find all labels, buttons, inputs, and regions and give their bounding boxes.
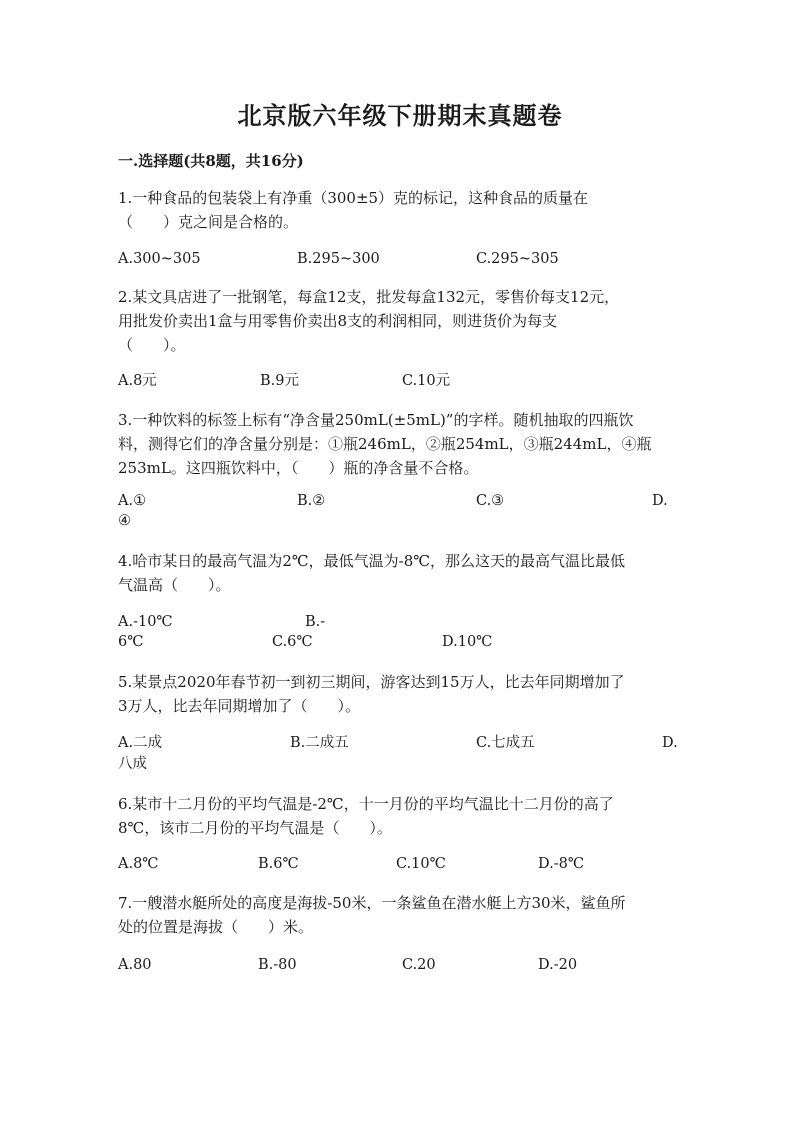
option-c: C.③: [476, 493, 505, 509]
option-b: B.二成五: [290, 735, 349, 751]
option-a: A.-10℃: [118, 614, 173, 630]
option-c: C.295~305: [476, 251, 559, 267]
question-1: [118, 186, 686, 234]
option-d-text: ④: [118, 513, 131, 529]
page-title: 北京版六年级下册期末真题卷: [237, 101, 563, 130]
question-line: 6.某市十二月份的平均气温是-2℃，十一月份的平均气温比十二月份的高了: [118, 795, 614, 813]
option-b: B.6℃: [258, 856, 299, 872]
question-line: （ ）。: [118, 336, 186, 354]
option-b: B.9元: [260, 373, 299, 389]
option-a: A.300~305: [118, 251, 201, 267]
option-a: A.二成: [118, 735, 163, 751]
question-7: [118, 891, 686, 939]
question-line: 气温高（ ）。: [118, 576, 231, 594]
option-c: C.10元: [402, 373, 451, 389]
option-d: D.10℃: [442, 634, 493, 650]
option-c: C.20: [402, 957, 436, 973]
question-line: 3万人，比去年同期增加了（ ）。: [118, 697, 361, 715]
question-line: （ ）克之间是合格的。: [118, 213, 299, 231]
question-5: [118, 670, 686, 718]
section-heading: 一.选择题(共8题，共16分): [118, 152, 304, 170]
question-line: 用批发价卖出1盒与用零售价卖出8支的利润相同，则进货价为每支: [118, 312, 558, 330]
question-line: 7.一艘潜水艇所处的高度是海拔-50米，一条鲨鱼在潜水艇上方30米，鲨鱼所: [118, 894, 626, 912]
option-d-label: D.: [662, 735, 678, 751]
option-c: C.6℃: [272, 634, 313, 650]
option-a: A.80: [118, 957, 152, 973]
option-d: D.-20: [538, 957, 578, 973]
option-a: A.①: [118, 493, 147, 509]
question-line: 1.一种食品的包装袋上有净重（300±5）克的标记，这种食品的质量在: [118, 189, 589, 207]
question-6: [118, 792, 686, 840]
question-2: [118, 285, 686, 357]
option-b: B.②: [297, 493, 326, 509]
option-a: A.8元: [118, 373, 157, 389]
option-a: A.8℃: [118, 856, 159, 872]
question-3: [118, 408, 686, 480]
question-line: 4.哈市某日的最高气温为2℃，最低气温为-8℃，那么这天的最高气温比最低: [118, 552, 626, 570]
question-line: 8℃，该市二月份的平均气温是（ ）。: [118, 819, 392, 837]
option-c: C.七成五: [476, 735, 535, 751]
option-c: C.10℃: [396, 856, 446, 872]
question-line: 253mL。这四瓶饮料中，（ ）瓶的净含量不合格。: [118, 459, 479, 477]
question-line: 2.某文具店进了一批钢笔，每盒12支，批发每盒132元，零售价每支12元，: [118, 288, 620, 306]
option-d: D.-8℃: [538, 856, 585, 872]
option-b: B.295~300: [297, 251, 380, 267]
question-line: 5.某景点2020年春节初一到初三期间，游客达到15万人，比去年同期增加了: [118, 673, 625, 691]
option-b-text: 6℃: [118, 634, 144, 650]
question-line: 处的位置是海拔（ ）米。: [118, 918, 314, 936]
option-b: B.-80: [258, 957, 297, 973]
option-d-label: D.: [652, 493, 668, 509]
question-line: 3.一种饮料的标签上标有“净含量250mL(±5mL)”的字样。随机抽取的四瓶饮: [118, 411, 634, 429]
question-line: 料，测得它们的净含量分别是：①瓶246mL，②瓶254mL，③瓶244mL，④瓶: [118, 435, 652, 453]
option-b-label: B.-: [305, 614, 326, 630]
option-d-text: 八成: [118, 756, 147, 772]
question-4: [118, 549, 686, 597]
